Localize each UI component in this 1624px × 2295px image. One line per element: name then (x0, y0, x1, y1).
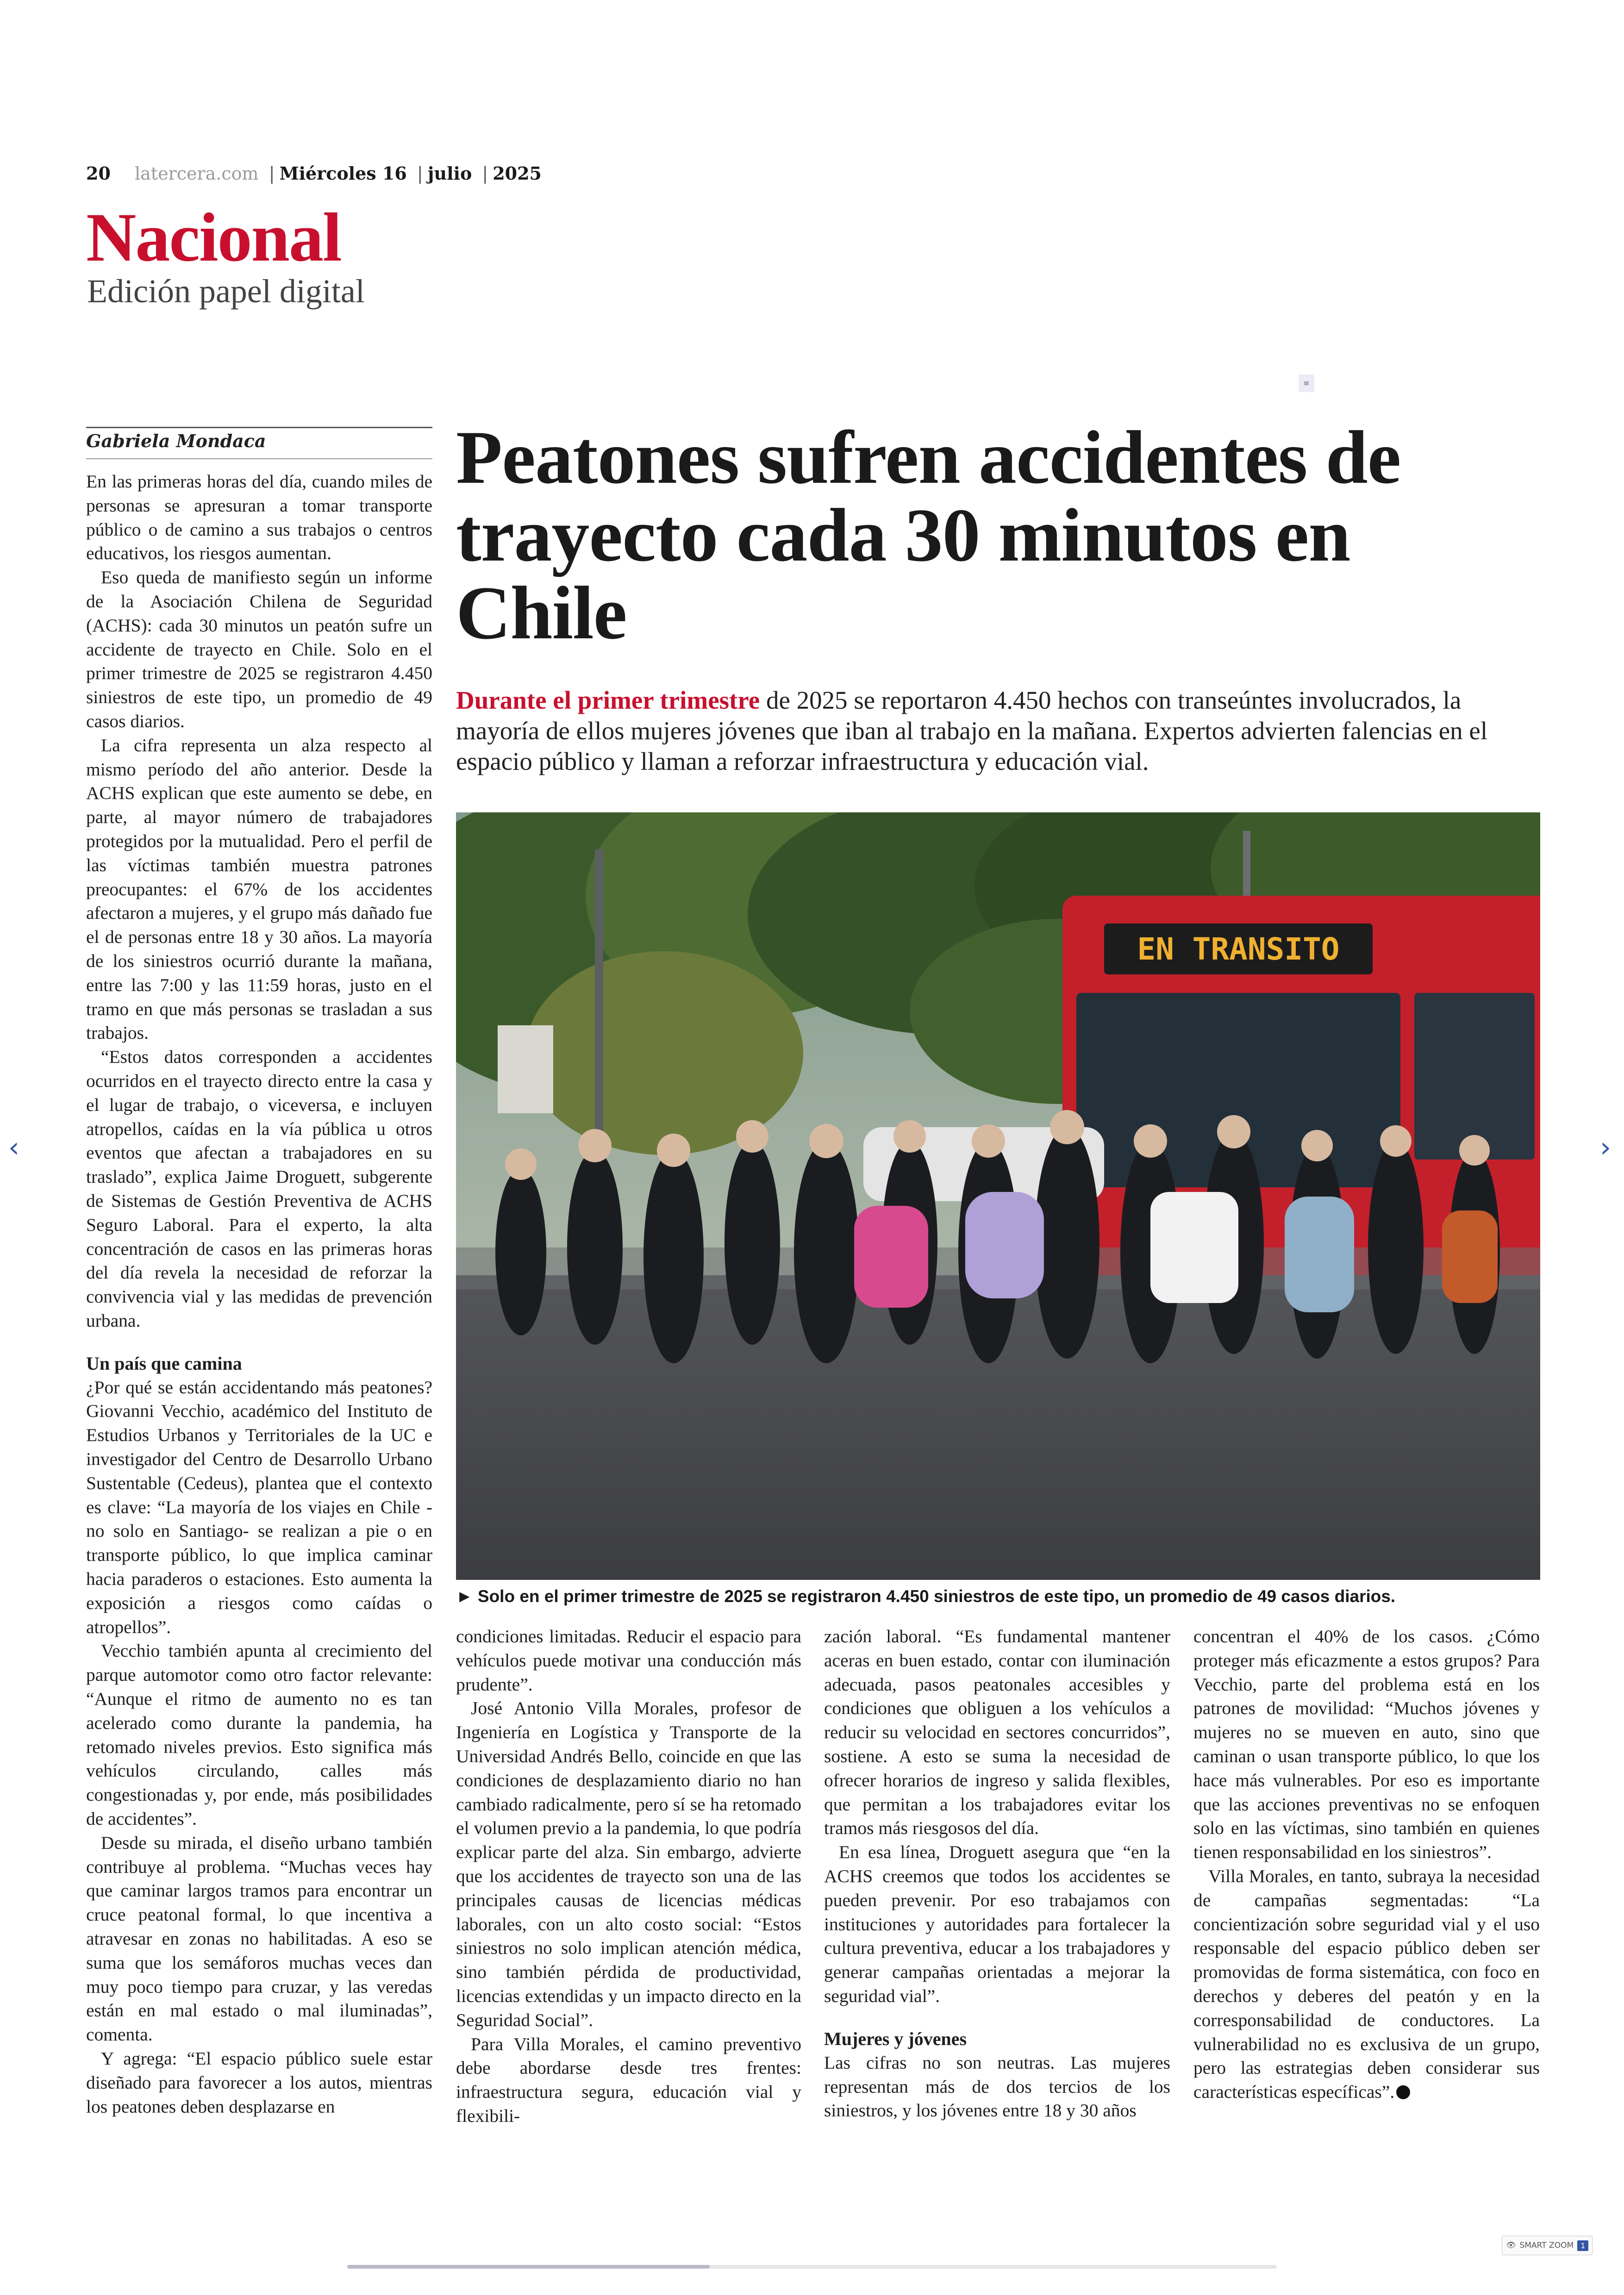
dek-rest: de 2025 se reportaron 4.450 hechos con transeúntes involucrados, la mayoría de ellos mujeres jóvenes que iban al trabajo en la mañana. Expertos advierten falencias en el espacio público y llaman a reforzar infraestructura y educación vial. (456, 686, 1488, 775)
edition-subtitle: Edición papel digital (87, 273, 365, 310)
paragraph: concentran el 40% de los casos. ¿Cómo proteger más eficazmente a estos grupos? Para Vecchio, parte del problema está en los patrones de movilidad: “Muchos jóvenes y mujeres no se mueven en auto, sino que caminan o usan transporte público, lo que los hace más vulnerables. Por eso es importante que las acciones preventivas no se enfoquen solo en las víctimas, sino también en quienes tienen responsabilidad en los siniestros”. (1193, 1626, 1540, 1863)
byline-rule (86, 427, 432, 428)
subheading: Mujeres y jóvenes (824, 2028, 967, 2049)
scrollbar-thumb[interactable] (347, 2265, 710, 2269)
paragraph: Y agrega: “El espacio público suele estar diseñado para favorecer a los autos, mientras los peatones deben desplazarse en (86, 2048, 432, 2117)
paragraph-text: Villa Morales, en tanto, subraya la necesidad de campañas segmentadas: “La concientización sobre seguridad vial y el uso responsable del espacio público deben ser promovidas de forma sistemática, con foco en derechos y deberes del peatón y en la corresponsabilidad de conductores. La vulnerabilidad no es exclusiva de un grupo, pero las estrategias deben considerar sus características específicas”. (1193, 1865, 1540, 2102)
paragraph: condiciones limitadas. Reducir el espacio para vehículos puede motivar una conducción más prudente”. (456, 1626, 801, 1695)
date-day: Miércoles 16 (279, 163, 407, 184)
body-column-1 (86, 470, 432, 2119)
paragraph: “Estos datos corresponden a accidentes ocurridos en el trayecto directo entre la casa y el lugar de trabajo, o viceversa, e incluyen atropellos, caídas en la vía pública u otros eventos que afectan a trabajadores en su traslado”, explica Jaime Droguett, subgerente de Sistemas de Gestión Preventiva de ACHS Seguro Laboral. Para el experto, la alta concentración de casos en las primeras horas del día revela la necesidad de reforzar la convivencia vial y las medidas de prevención urbana. (86, 1047, 432, 1331)
article-photo (456, 812, 1540, 1580)
paragraph: zación laboral. “Es fundamental mantener aceras en buen estado, contar con iluminación adecuada, pasos peatonales accesibles y condiciones que obliguen a los vehículos a reducir su velocidad en sectores concurridos”, sostiene. A esto se suma la necesidad de ofrecer horarios de ingreso y salida flexibles, que permitan a los trabajadores evitar los tramos más riesgosos del día. (824, 1626, 1170, 1839)
pdf-page-icon[interactable]: ≡ (1299, 374, 1314, 392)
dek-lead: Durante el primer trimestre (456, 686, 760, 714)
zoom-page-number: 1 (1577, 2240, 1588, 2251)
date-year: 2025 (493, 163, 542, 184)
byline-rule-bottom (86, 458, 432, 459)
paragraph: ¿Por qué se están accidentando más peatones? Giovanni Vecchio, académico del Instituto de Estudios Urbanos y Territoriales de la UC e investigador del Centro de Desarrollo Urbano Sustentable (Cedeus), plantea que el contexto es clave: “La mayoría de los viajes en Chile -no solo en Santiago- se realizan a pie o en transporte público, lo que implica caminar hacia paraderos o estaciones. Esto aumenta la exposición a riesgos como caídas o atropellos”. (86, 1377, 432, 1637)
site-name: latercera.com (134, 163, 259, 184)
byline: Gabriela Mondaca (86, 430, 266, 451)
article-dek (456, 685, 1544, 777)
pedestrians-crossing-illustration (456, 812, 1540, 1580)
previous-page-icon[interactable]: ‹ (8, 1131, 19, 1164)
paragraph (1193, 1865, 1540, 2104)
end-mark-icon (1396, 2085, 1410, 2099)
smart-zoom-button[interactable] (1502, 2236, 1593, 2255)
paragraph: Eso queda de manifiesto según un informe de la Asociación Chilena de Seguridad (ACHS): cada 30 minutos un peatón sufre un accidente de trayecto en Chile. Solo en el primer trimestre de 2025 se registraron 4.450 siniestros de este tipo, un promedio de 49 casos diarios. (86, 567, 432, 731)
page-header: 20 latercera.com | Miércoles 16 | julio | 2025 (86, 163, 542, 184)
paragraph: La cifra representa un alza respecto al mismo período del año anterior. Desde la ACHS explican que este aumento se debe, en parte, al mayor número de trabajadores protegidos por la mutualidad. Pero el perfil de las víctimas también muestra patrones preocupantes: el 67% de los accidentes afectaron a mujeres, y el grupo más dañado fue el de personas entre 18 y 30 años. La mayoría de los siniestros ocurrió durante la mañana, entre las 7:00 y las 11:59 horas, justo en el tramo en que más personas se trasladan a sus trabajos. (86, 735, 432, 1043)
page-number: 20 (86, 163, 111, 184)
paragraph: En esa línea, Droguett asegura que “en la ACHS creemos que todos los accidentes se pueden prevenir. Por eso trabajamos con instituciones y autoridades para fortalecer la cultura preventiva, educar a los trabajadores y generar campañas orientadas a mejorar la seguridad vial”. (824, 1842, 1170, 2006)
paragraph: José Antonio Villa Morales, profesor de Ingeniería en Logística y Transporte de la Universidad Andrés Bello, coincide en que las condiciones de desplazamiento diario no han cambiado radicalmente, pero sí se ha retomado el volumen previo a la pandemia, lo que podría explicar parte del alza. Sin embargo, advierte que los accidentes de trayecto son una de las principales causas de licencias médicas laborales, con un alto costo social: “Estos siniestros no solo implican atención médica, sino también pérdida de productividad, licencias extendidas y un impacto directo en la Seguridad Social”. (456, 1698, 801, 2030)
bus-destination-sign: EN TRANSITO (1137, 931, 1340, 967)
body-column-4 (1193, 1625, 1540, 2104)
paragraph: Desde su mirada, el diseño urbano también contribuye al problema. “Muchas veces hay que caminar largos tramos para encontrar un cruce peatonal formal, lo que incentiva a atravesar en zonas no habilitadas. A eso se suma que los semáforos muchas veces dan muy poco tiempo para cruzar, y las veredas están en mal estado o mal iluminadas”, comenta. (86, 1832, 432, 2045)
date-month: julio (427, 163, 472, 184)
photo-caption: ► Solo en el primer trimestre de 2025 se registraron 4.450 siniestros de este tipo, un promedio de 49 casos diarios. (456, 1587, 1396, 1606)
eye-icon: 👁 (1506, 2241, 1516, 2250)
paragraph: Para Villa Morales, el camino preventivo debe abordarse desde tres frentes: infraestructura segura, educación vial y flexibili- (456, 2033, 801, 2126)
paragraph: Las cifras no son neutras. Las mujeres representan más de dos tercios de los siniestros, y los jóvenes entre 18 y 30 años (824, 2052, 1170, 2121)
section-title: Nacional (86, 199, 341, 276)
body-column-3 (824, 1625, 1170, 2123)
smart-zoom-label: SMART ZOOM (1519, 2241, 1574, 2250)
subheading: Un país que camina (86, 1353, 242, 1374)
paragraph: En las primeras horas del día, cuando miles de personas se apresuran a tomar transporte público o de camino a sus trabajos o centros educativos, los riesgos aumentan. (86, 471, 432, 564)
body-column-2 (456, 1625, 801, 2128)
next-page-icon[interactable]: › (1600, 1131, 1611, 1164)
paragraph: Vecchio también apunta al crecimiento del parque automotor como otro factor relevante: “Aunque el ritmo de aumento no es tan acelerado como durante la pandemia, ha retomado niveles previos. Esto significa más vehículos circulando, calles más congestionadas y, por ende, más posibilidades de accidentes”. (86, 1640, 432, 1829)
article-headline: Peatones sufren accidentes de trayecto cada 30 minutos en Chile (456, 416, 1401, 655)
